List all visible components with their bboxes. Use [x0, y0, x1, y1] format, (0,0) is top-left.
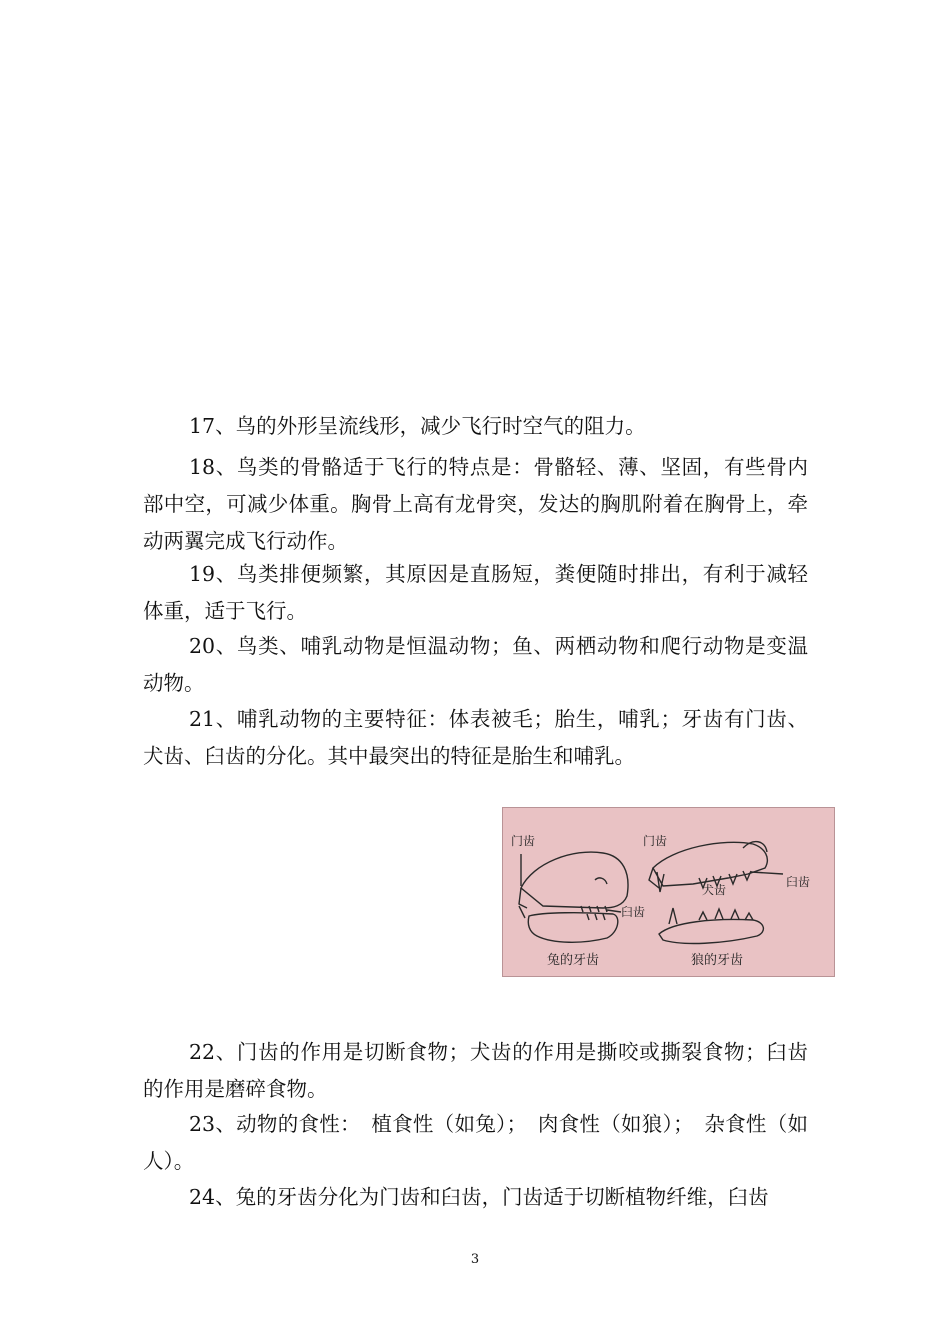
paragraph-18: 18、鸟类的骨骼适于飞行的特点是：骨骼轻、薄、坚固，有些骨内部中空，可减少体重。胸骨上高有龙骨突，发达的胸肌附着在胸骨上，牵动两翼完成飞行动作。 [143, 455, 808, 553]
paragraph-21: 21、哺乳动物的主要特征：体表被毛；胎生，哺乳；牙齿有门齿、犬齿、臼齿的分化。其中最突出的特征是胎生和哺乳。 [143, 707, 808, 768]
teeth-figure [502, 807, 835, 977]
paragraph-19: 19、鸟类排便频繁，其原因是直肠短，粪便随时排出，有利于减轻体重，适于飞行。 [143, 562, 808, 623]
rabbit-teeth-caption: 兔的牙齿 [547, 953, 600, 968]
paragraph-22: 22、门齿的作用是切断食物；犬齿的作用是撕咬或撕裂食物；臼齿的作用是磨碎食物。 [143, 1040, 808, 1101]
rabbit-molar-label: 臼齿 [621, 905, 646, 919]
paragraph-23: 23、动物的食性： 植食性（如兔）； 肉食性（如狼）； 杂食性（如人）。 [143, 1112, 808, 1173]
teeth-illustration [503, 808, 835, 977]
wolf-molar-label: 臼齿 [786, 875, 811, 889]
paragraph-20: 20、鸟类、哺乳动物是恒温动物；鱼、两栖动物和爬行动物是变温动物。 [143, 634, 808, 695]
page-number: 3 [470, 1252, 480, 1267]
rabbit-incisor-label: 门齿 [511, 834, 536, 848]
wolf-canine-label: 犬齿 [702, 883, 727, 897]
rabbit-skull-drawing [519, 852, 628, 942]
wolf-teeth-caption: 狼的牙齿 [691, 953, 744, 968]
paragraph-17: 17、鸟的外形呈流线形，减少飞行时空气的阻力。 [189, 414, 646, 438]
paragraph-24: 24、兔的牙齿分化为门齿和臼齿，门齿适于切断植物纤维，臼齿 [189, 1185, 769, 1209]
wolf-incisor-label: 门齿 [643, 834, 668, 848]
